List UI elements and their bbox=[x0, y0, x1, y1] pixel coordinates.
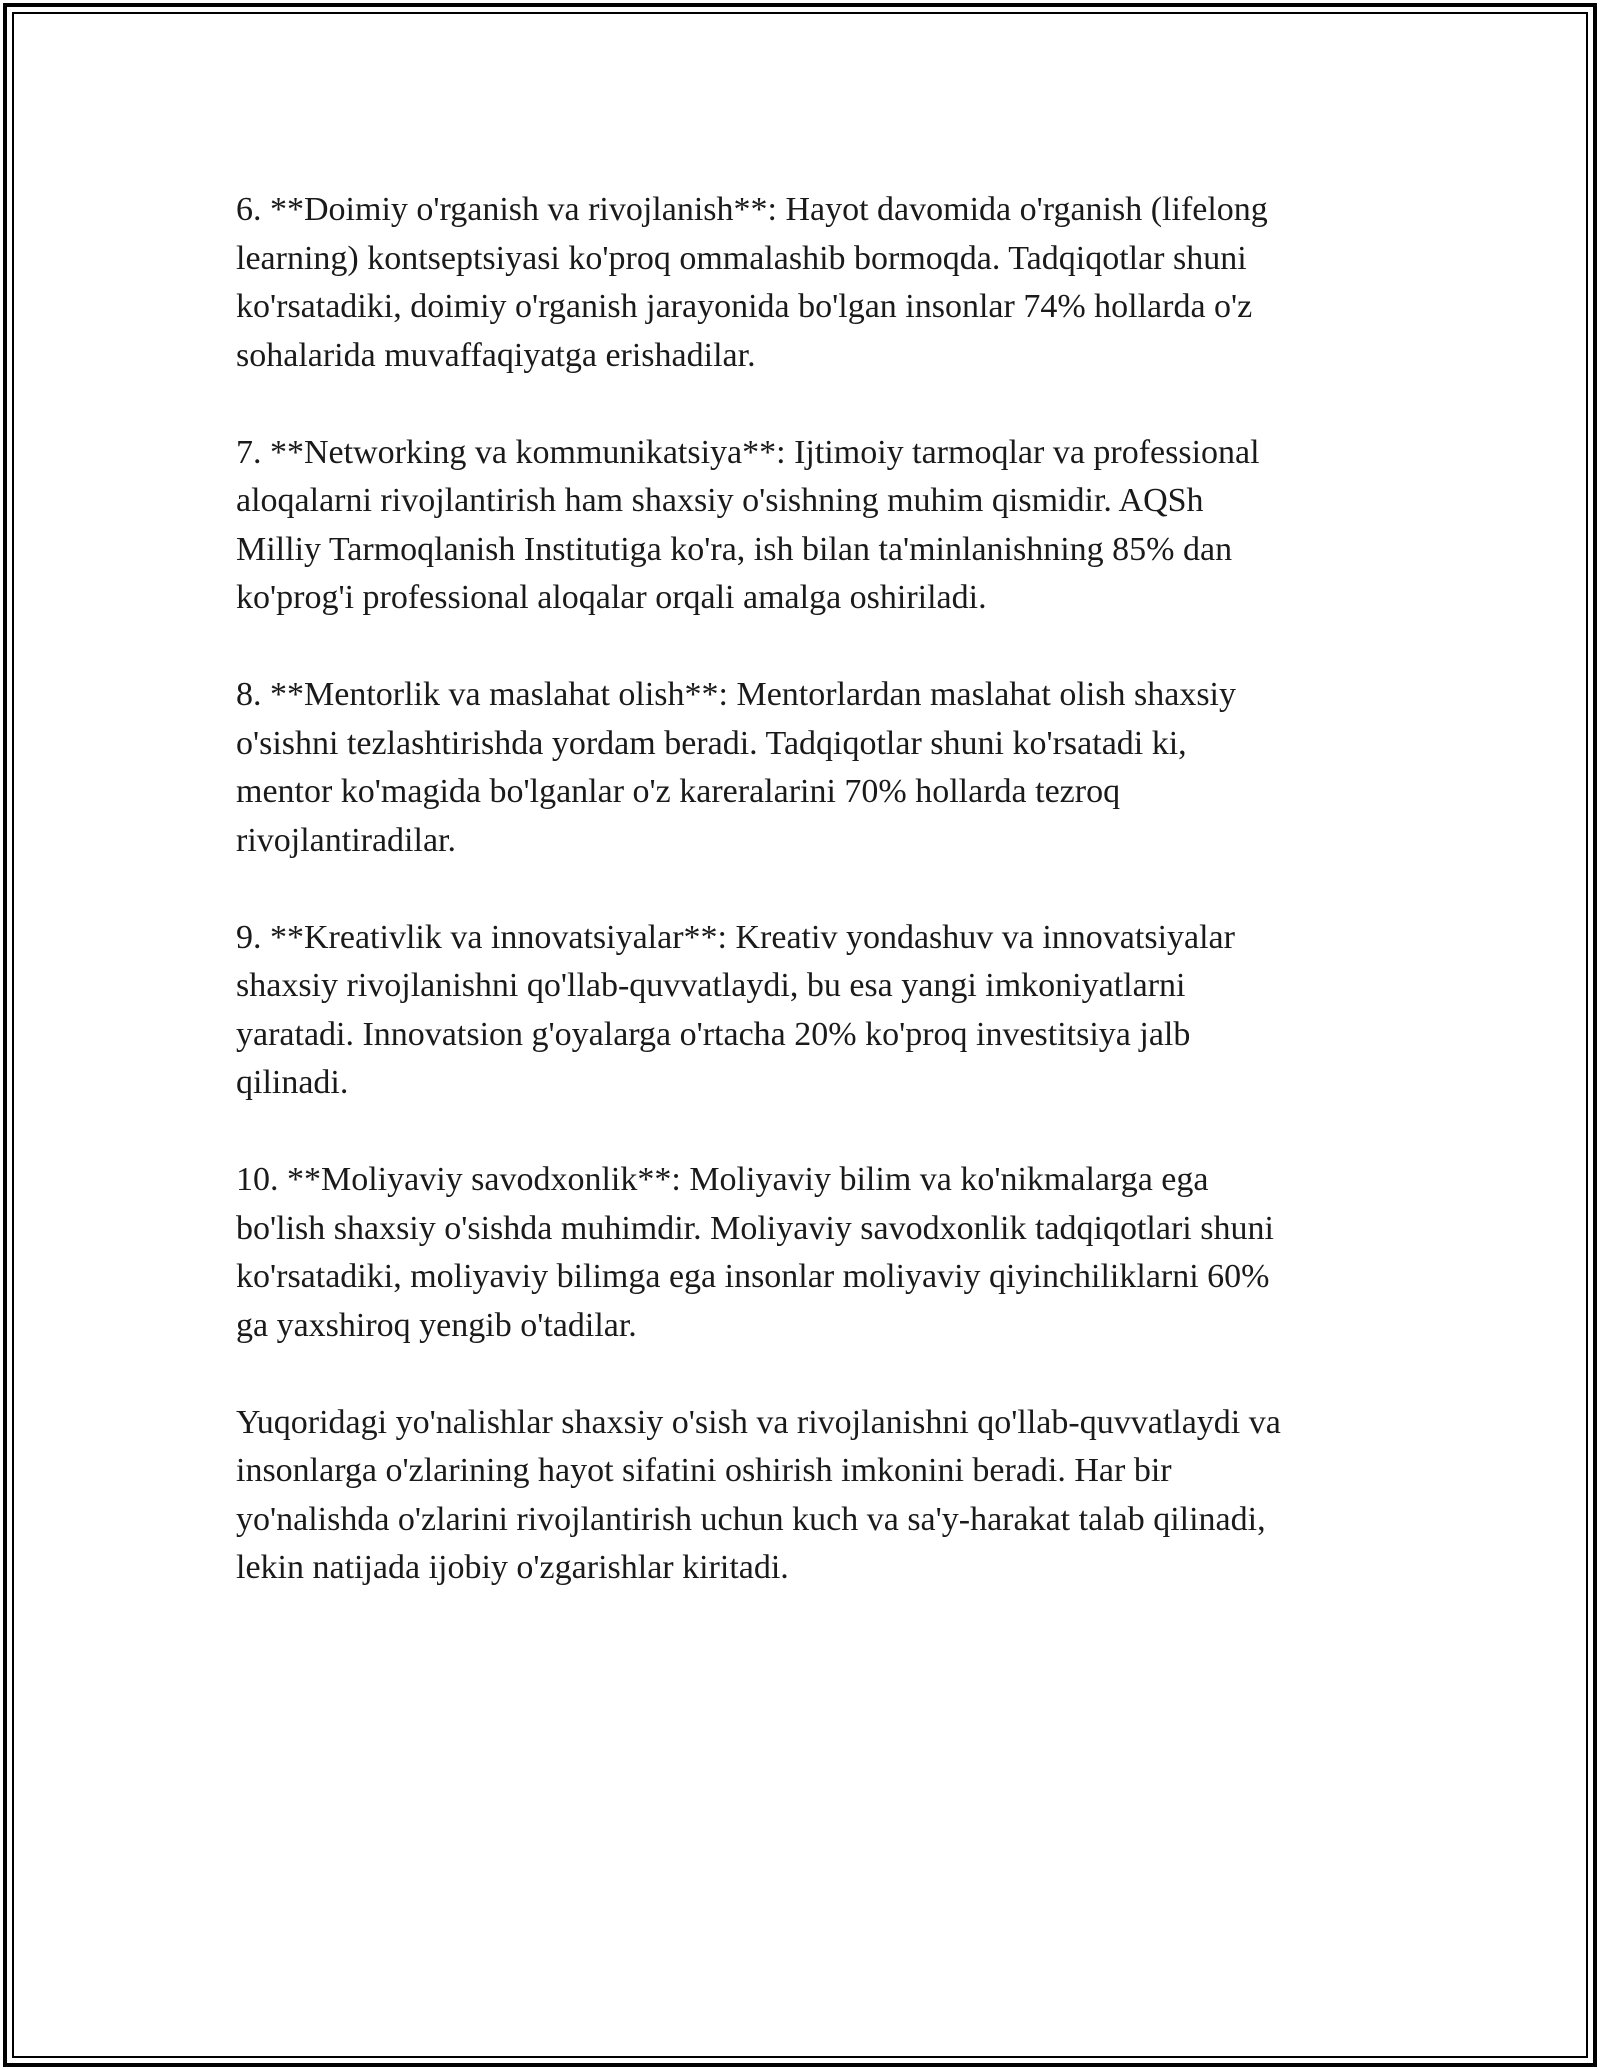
text-line: rivojlantiradilar. bbox=[236, 821, 456, 859]
text-line: lekin natijada ijobiy o'zgarishlar kiritadi. bbox=[236, 1549, 789, 1586]
text-line: ko'prog'i professional aloqalar orqali amalga oshiriladi. bbox=[236, 579, 987, 616]
text-line: 10. **Moliyaviy savodxonlik**: Moliyaviy bilim va ko'nikmalarga ega bbox=[236, 1161, 1209, 1198]
text-line: insonlarga o'zlarining hayot sifatini oshirish imkonini beradi. Har bir bbox=[236, 1452, 1172, 1489]
text-line: o'sishni tezlashtirishda yordam beradi. Tadqiqotlar shuni ko'rsatadi ki, bbox=[236, 724, 1187, 762]
text-line: Milliy Tarmoqlanish Institutiga ko'ra, ish bilan ta'minlanishning 85% dan bbox=[236, 530, 1233, 568]
text-line: ga yaxshiroq yengib o'tadilar. bbox=[236, 1306, 637, 1344]
text-line: ko'rsatadiki, moliyaviy bilimga ega insonlar moliyaviy qiyinchiliklarni 60% bbox=[236, 1258, 1270, 1295]
text-line: bo'lish shaxsiy o'sishda muhimdir. Moliyaviy savodxonlik tadqiqotlari shuni bbox=[236, 1209, 1274, 1247]
text-line: learning) kontseptsiyasi ko'proq ommalashib bormoqda. Tadqiqotlar shuni bbox=[236, 239, 1247, 277]
text-line: mentor ko'magida bo'lganlar o'z kareralarini 70% hollarda tezroq bbox=[236, 773, 1121, 810]
text-line: yo'nalishda o'zlarini rivojlantirish uchun kuch va sa'y-harakat talab qilinadi, bbox=[236, 1500, 1266, 1538]
paragraph-mentorlik bbox=[236, 671, 1386, 865]
text-line: yaratadi. Innovatsion g'oyalarga o'rtacha 20% ko'proq investitsiya jalb bbox=[236, 1015, 1191, 1053]
text-line: Yuqoridagi yo'nalishlar shaxsiy o'sish va rivojlanishni qo'llab-quvvatlaydi va bbox=[236, 1403, 1281, 1441]
paragraph-kreativlik bbox=[236, 914, 1386, 1108]
document-body bbox=[236, 186, 1386, 1641]
text-line: shaxsiy rivojlanishni qo'llab-quvvatlaydi, bu esa yangi imkoniyatlarni bbox=[236, 967, 1186, 1004]
text-line: qilinadi. bbox=[236, 1064, 349, 1101]
paragraph-moliyaviy bbox=[236, 1156, 1386, 1350]
text-line: 9. **Kreativlik va innovatsiyalar**: Kreativ yondashuv va innovatsiyalar bbox=[236, 918, 1235, 956]
text-line: 7. **Networking va kommunikatsiya**: Ijtimoiy tarmoqlar va professional bbox=[236, 433, 1260, 471]
text-line: aloqalarni rivojlantirish ham shaxsiy o'sishning muhim qismidir. AQSh bbox=[236, 482, 1204, 519]
paragraph-doimiy-organish bbox=[236, 186, 1386, 380]
paragraph-conclusion bbox=[236, 1399, 1386, 1593]
text-line: ko'rsatadiki, doimiy o'rganish jarayonida bo'lgan insonlar 74% hollarda o'z bbox=[236, 288, 1253, 325]
text-line: sohalarida muvaffaqiyatga erishadilar. bbox=[236, 336, 756, 374]
text-line: 6. **Doimiy o'rganish va rivojlanish**: Hayot davomida o'rganish (lifelong bbox=[236, 191, 1268, 228]
text-line: 8. **Mentorlik va maslahat olish**: Mentorlardan maslahat olish shaxsiy bbox=[236, 676, 1236, 713]
paragraph-networking bbox=[236, 429, 1386, 623]
